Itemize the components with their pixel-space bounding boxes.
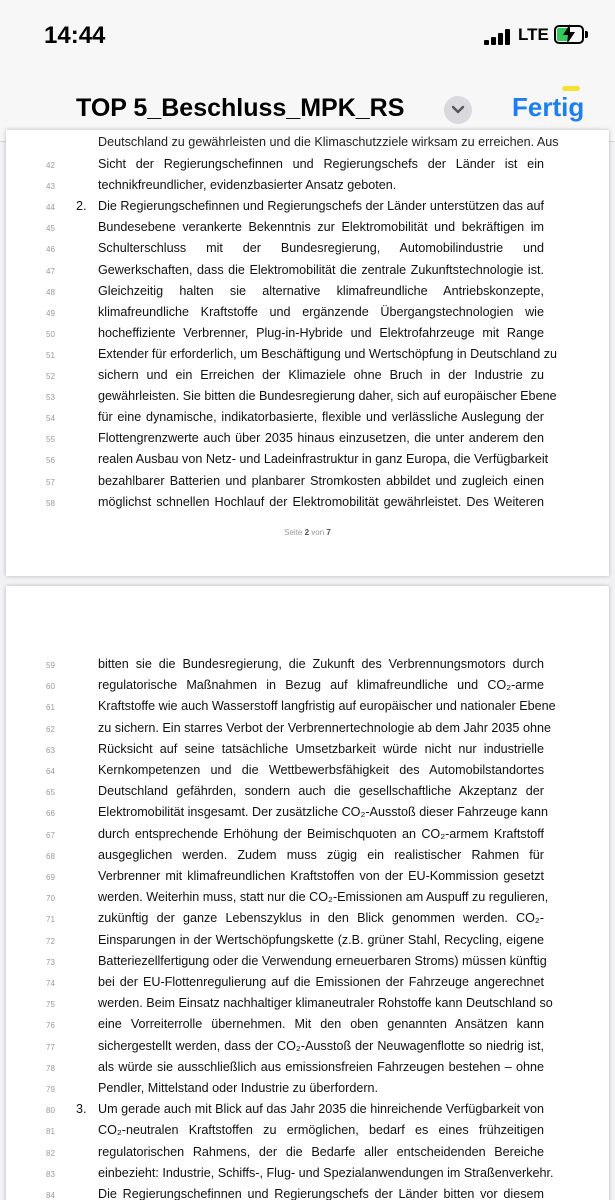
title-menu-button[interactable] xyxy=(444,96,472,124)
line-text: zu sichern. Ein starres Verbot der Verbrennertechnologie ab dem Jahr 2035 ohne xyxy=(98,720,551,735)
document-line xyxy=(6,762,609,783)
document-line xyxy=(6,409,609,430)
line-number: 80 xyxy=(46,1106,55,1116)
line-text: sichern und ein Erreichen der Klimaziele ohne Bruch in der Industrie zu xyxy=(98,368,544,382)
highlight-mark xyxy=(562,86,580,91)
document-line xyxy=(6,741,609,762)
line-text: Die Regierungschefinnen und Regierungschefs der Länder bitten vor diesem xyxy=(98,1187,544,1200)
line-text: bitten sie die Bundesregierung, die Zukunft des Verbrennungsmotors durch xyxy=(98,657,544,671)
line-text: CO₂-neutralen Kraftstoffen zu ermöglichen, bedarf es eines frühzeitigen xyxy=(98,1123,544,1138)
line-number: 45 xyxy=(46,224,55,234)
document-line xyxy=(6,262,609,283)
document-line xyxy=(6,219,609,240)
document-line xyxy=(6,198,609,219)
line-text: bezahlbarer Batterien und planbarer Stromkosten abbildet und zugleich einen xyxy=(98,473,544,488)
line-number: 64 xyxy=(46,767,55,776)
document-line xyxy=(6,283,609,304)
line-text: sichergestellt werden, dass der CO₂-Ausstoß der Neuwagenflotte so niedrig ist, xyxy=(98,1038,544,1053)
footer-page: 2 xyxy=(304,528,310,537)
line-number: 73 xyxy=(46,957,55,967)
document-line xyxy=(6,974,609,995)
line-text: ausgeglichen werden. Zudem muss zügig ein realistischer Rahmen für xyxy=(98,847,544,862)
line-number: 52 xyxy=(46,372,55,381)
line-number: 49 xyxy=(46,308,55,318)
line-text: Elektromobilität insgesamt. Der zusätzliche CO₂-Ausstoß dieser Fahrzeuge kann xyxy=(98,805,549,820)
line-number: 83 xyxy=(46,1169,55,1179)
line-number: 77 xyxy=(46,1042,55,1052)
document-page[interactable] xyxy=(6,586,609,1200)
document-page[interactable] xyxy=(6,130,609,576)
line-number: 60 xyxy=(46,682,55,692)
line-number: 50 xyxy=(46,329,55,339)
line-text: Bundesebene verankerte Bekenntnis zur Elektromobilität und bekräftigen im xyxy=(98,220,544,235)
document-line xyxy=(6,847,609,868)
document-line xyxy=(6,1122,609,1143)
line-text: werden. Weiterhin muss, statt nur die CO₂-Emissionen am Auspuff zu regulieren, xyxy=(98,890,549,905)
line-text: klimafreundliche Kraftstoffe und ergänzende Übergangstechnologien wie xyxy=(98,304,544,319)
line-text: Rücksicht auf seine tatsächliche Umsetzbarkeit würde nicht nur industrielle xyxy=(98,741,544,756)
line-number: 55 xyxy=(46,435,55,445)
line-number: 63 xyxy=(46,745,55,755)
footer-total: 7 xyxy=(326,528,331,537)
line-text: Um gerade auch mit Blick auf das Jahr 2035 die hinreichende Verfügbarkeit von xyxy=(98,1102,544,1117)
line-number: 74 xyxy=(46,979,55,988)
line-number: 47 xyxy=(46,266,55,276)
line-number: 54 xyxy=(46,414,55,424)
footer-prefix: Seite xyxy=(284,528,303,537)
line-number: 65 xyxy=(46,788,55,798)
document-line xyxy=(6,451,609,472)
line-text: bei der EU-Flottenregulierung auf die Emissionen der Fahrzeuge angerechnet xyxy=(98,975,544,989)
document-line xyxy=(6,304,609,325)
document-line xyxy=(6,698,609,719)
line-text: Gleichzeitig halten sie alternative klimafreundliche Antriebskonzepte, xyxy=(98,283,544,298)
line-number: 44 xyxy=(46,203,55,213)
list-number: 2. xyxy=(76,199,87,214)
document-line xyxy=(6,1059,609,1080)
line-text: Pendler, Mittelstand oder Industrie zu überfordern. xyxy=(98,1081,379,1095)
document-line xyxy=(6,156,609,177)
line-text: eine Vorreiterrolle übernehmen. Mit den oben genannten Ansätzen kann xyxy=(98,1017,544,1032)
document-line xyxy=(6,346,609,367)
line-text: zukünftig der ganze Lebenszyklus in den Blick genommen werden. CO₂- xyxy=(98,911,544,926)
document-line xyxy=(6,932,609,953)
status-bar xyxy=(0,0,615,70)
line-text: durch entsprechende Erhöhung der Beimischquoten an CO₂-armem Kraftstoff xyxy=(98,826,544,841)
line-text: einbezieht: Industrie, Schiffs-, Flug- und Spezialanwendungen im Straßenverkehr. xyxy=(98,1165,554,1180)
list-number: 3. xyxy=(76,1102,87,1117)
line-text: Kraftstoffe wie auch Wasserstoff langfristig auf europäischer und nationaler Ebene xyxy=(98,699,556,714)
document-line xyxy=(6,826,609,847)
line-number: 48 xyxy=(46,287,55,297)
line-text: Sicht der Regierungschefinnen und Regierungschefs der Länder ist ein xyxy=(98,157,544,171)
line-text: Deutschland gefährden, sondern auch die gesellschaftliche Akzeptanz der xyxy=(98,784,544,799)
document-line xyxy=(6,388,609,409)
battery-tip xyxy=(585,31,588,38)
line-text: möglichst schnellen Hochlauf der Elektromobilität gewährleistet. Des Weiteren xyxy=(98,494,544,509)
line-number: 43 xyxy=(46,182,55,192)
document-line xyxy=(6,430,609,451)
page-footer xyxy=(6,528,609,537)
document-line xyxy=(6,995,609,1016)
line-text: für eine dynamische, indikatorbasierte, flexible und verlässliche Auslegung der xyxy=(98,410,544,425)
line-text: Kernkompetenzen und die Wettbewerbsfähigkeit des Automobilstandortes xyxy=(98,763,544,777)
line-number: 81 xyxy=(46,1127,55,1137)
document-line xyxy=(6,656,609,677)
line-number: 76 xyxy=(46,1021,55,1031)
done-button[interactable]: Fertig xyxy=(512,92,585,122)
line-text: gewährleisten. Sie bitten die Bundesregierung daher, sich auf europäischer Ebene xyxy=(98,389,557,404)
document-line xyxy=(6,910,609,931)
line-number: 42 xyxy=(46,161,55,170)
line-number: 56 xyxy=(46,456,55,466)
document-line xyxy=(6,783,609,804)
line-number: 57 xyxy=(46,477,55,487)
line-text: Extender für erforderlich, um Beschäftigung und Wertschöpfung in Deutschland zu xyxy=(98,346,557,361)
line-number: 53 xyxy=(46,393,55,403)
document-line xyxy=(6,1016,609,1037)
line-text: Batteriezellfertigung oder die Verwendung erneuerbaren Stroms) müssen künftig xyxy=(98,953,547,968)
cellular-signal-icon xyxy=(484,29,514,45)
line-number: 59 xyxy=(46,661,55,670)
clock: 14:44 xyxy=(44,22,106,49)
document-line xyxy=(6,367,609,388)
line-number: 46 xyxy=(46,245,55,255)
network-type: LTE xyxy=(518,25,549,44)
line-number: 75 xyxy=(46,1000,55,1010)
line-number: 66 xyxy=(46,809,55,819)
document-line xyxy=(6,677,609,698)
line-number: 82 xyxy=(46,1148,55,1158)
document-line xyxy=(6,325,609,346)
line-number: 51 xyxy=(46,350,55,360)
line-text: hocheffiziente Verbrenner, Plug-in-Hybride und Elektrofahrzeuge mit Range xyxy=(98,325,544,340)
line-number: 70 xyxy=(46,894,55,904)
document-line xyxy=(6,1165,609,1186)
line-text: technikfreundlicher, evidenzbasierter Ansatz geboten. xyxy=(98,178,397,193)
line-text: realen Ausbau von Netz- und Ladeinfrastruktur in ganz Europa, die Verfügbarkeit xyxy=(98,452,549,467)
document-line xyxy=(6,720,609,741)
document-line xyxy=(6,804,609,825)
document-line xyxy=(6,1144,609,1165)
line-text: regulatorische Maßnahmen in Bezug auf klimafreundliche und CO₂-arme xyxy=(98,678,544,693)
document-line xyxy=(6,1101,609,1122)
document-line xyxy=(6,177,609,198)
line-number: 67 xyxy=(46,830,55,840)
document-line xyxy=(6,240,609,261)
cut-off-line xyxy=(6,134,609,155)
line-number: 71 xyxy=(46,915,55,925)
line-text: Einsparungen in der Wertschöpfungskette (z.B. grüner Stahl, Recycling, eigene xyxy=(98,932,544,947)
line-number: 79 xyxy=(46,1085,55,1094)
line-number: 72 xyxy=(46,936,55,946)
document-line xyxy=(6,1038,609,1059)
document-line xyxy=(6,1080,609,1101)
document-line xyxy=(6,889,609,910)
line-text: Gewerkschaften, dass die Elektromobilität die zentrale Zukunftstechnologie ist. xyxy=(98,262,544,277)
line-number: 84 xyxy=(46,1191,55,1200)
line-text: werden. Beim Einsatz nachhaltiger klimaneutraler Rohstoffe kann Deutschland so xyxy=(98,996,553,1011)
line-text: als würde sie ausschließlich aus emissionsfreien Fahrzeugen bestehen – ohne xyxy=(98,1059,544,1074)
document-line xyxy=(6,1186,609,1200)
footer-middle: von xyxy=(311,528,325,537)
line-number: 78 xyxy=(46,1063,55,1073)
line-number: 61 xyxy=(46,703,55,713)
line-number: 58 xyxy=(46,498,55,508)
document-line xyxy=(6,494,609,515)
document-line xyxy=(6,868,609,889)
line-text: Verbrenner mit klimafreundlichen Kraftstoffen von der EU-Kommission gesetzt xyxy=(98,869,544,883)
line-number: 69 xyxy=(46,873,55,882)
chevron-down-icon xyxy=(451,105,465,115)
document-title[interactable]: TOP 5_Beschluss_MPK_RS xyxy=(76,94,405,122)
document-line xyxy=(6,473,609,494)
line-text: regulatorischen Rahmens, der die Bedarfe aller entscheidenden Bereiche xyxy=(98,1144,544,1159)
line-number: 68 xyxy=(46,851,55,861)
line-text: Die Regierungschefinnen und Regierungschefs der Länder unterstützen das auf xyxy=(98,199,544,214)
line-text: Flottengrenzwerte auch über 2035 hinaus einzusetzen, die unter anderem den xyxy=(98,431,544,446)
bolt-icon xyxy=(563,24,575,49)
document-line xyxy=(6,953,609,974)
line-text: Schulterschluss mit der Bundesregierung, Automobilindustrie und xyxy=(98,241,544,256)
line-text: Deutschland zu gewährleisten und die Klimaschutzziele wirksam zu erreichen. Aus xyxy=(98,135,559,149)
line-number: 62 xyxy=(46,724,55,734)
